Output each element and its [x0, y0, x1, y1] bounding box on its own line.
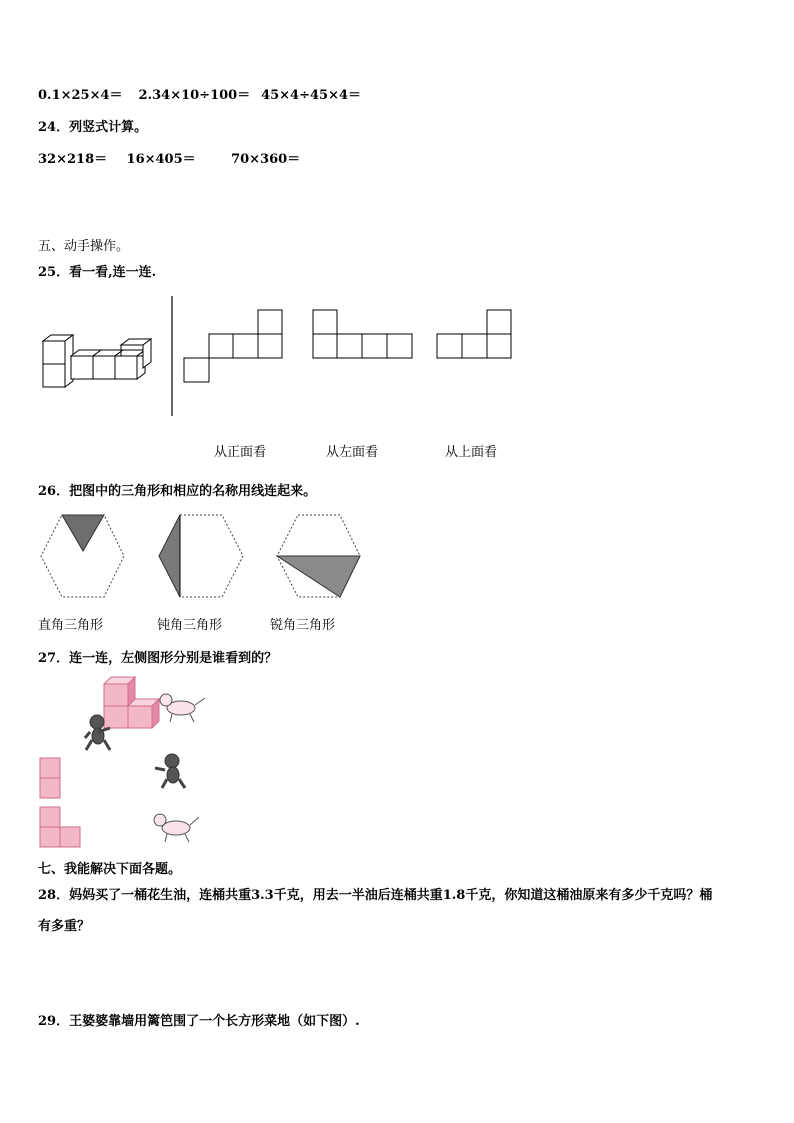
- q24-expr-2: 16×405＝: [126, 152, 196, 167]
- q26-hexagons: [0, 510, 794, 610]
- section5-title: 五、动手操作。: [38, 239, 130, 254]
- q26-name-1: 直角三角形: [38, 618, 104, 633]
- q24-title: 24．列竖式计算。: [38, 120, 148, 135]
- q28-line1: 28．妈妈买了一桶花生油，连桶共重3.3千克，用去一半油后连桶共重1.8千克，你知道这桶油原来有多少千克吗？桶: [38, 888, 713, 903]
- q27-figures: [0, 670, 794, 850]
- pink-view-2: [40, 807, 80, 847]
- pink-cube-assembly: [104, 677, 159, 728]
- hexagon-2: [159, 515, 243, 597]
- dog-icon-top: [160, 694, 205, 722]
- q26-title: 26．把图中的三角形和相应的名称用线连起来。: [38, 484, 317, 499]
- q27-title: 27．连一连，左侧图形分别是谁看到的？: [38, 651, 278, 666]
- hexagon-3: [277, 515, 360, 597]
- q25-figures: [0, 290, 794, 430]
- q23-expr-3: 45×4÷45×4＝: [261, 88, 362, 103]
- section7-title: 七、我能解决下面各题。: [38, 862, 182, 877]
- q25-view-label-2: 从左面看: [326, 445, 379, 460]
- q25-title: 25．看一看,连一连.: [38, 265, 157, 280]
- q29-title: 29．王婆婆靠墙用篱笆围了一个长方形菜地（如下图）.: [38, 1014, 360, 1029]
- view-shape-1: [184, 310, 282, 382]
- dog-icon-bottom: [154, 814, 199, 842]
- q25-view-label-3: 从上面看: [445, 445, 498, 460]
- q24-expr-1: 32×218＝: [38, 152, 108, 167]
- hexagon-1: [41, 515, 124, 597]
- view-shape-3: [437, 310, 511, 358]
- q23-expr-2: 2.34×10÷100＝: [138, 88, 251, 103]
- q25-view-label-1: 从正面看: [214, 445, 267, 460]
- q28-line2: 有多重？: [38, 919, 91, 934]
- cube-assembly: [43, 335, 151, 387]
- q23-expr-1: 0.1×25×4＝: [38, 88, 123, 103]
- q23-row: [38, 84, 361, 103]
- pink-view-1: [40, 758, 60, 798]
- q24-row: [38, 148, 300, 167]
- q26-name-2: 钝角三角形: [157, 618, 223, 633]
- monkey-icon-middle: [155, 754, 185, 788]
- q24-expr-3: 70×360＝: [231, 152, 301, 167]
- view-shape-2: [313, 310, 412, 358]
- q26-name-3: 锐角三角形: [270, 618, 336, 633]
